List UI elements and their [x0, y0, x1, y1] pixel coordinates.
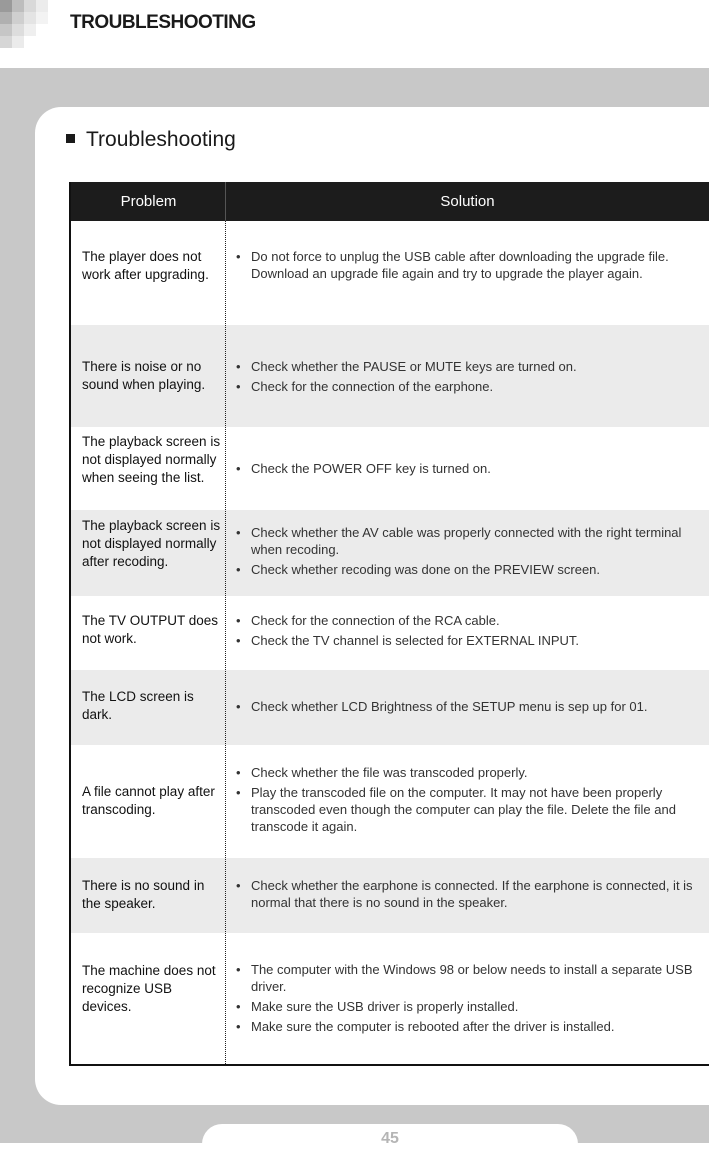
- solution-item: • Make sure the USB driver is properly installed.: [234, 998, 694, 1015]
- solution-item: • The computer with the Windows 98 or below needs to install a separate USB driver.: [234, 961, 694, 995]
- problem-cell: The machine does not recognize USB devices.: [82, 963, 216, 1014]
- solution-cell: [234, 877, 694, 914]
- header-title: TROUBLESHOOTING: [70, 12, 256, 33]
- solution-cell: [234, 612, 694, 652]
- solution-cell: [234, 460, 694, 480]
- table-header: [71, 182, 709, 221]
- table-row: [71, 325, 709, 427]
- section-title: [66, 128, 236, 152]
- problem-cell: The player does not work after upgrading.: [82, 249, 209, 282]
- troubleshooting-table: [69, 182, 709, 1066]
- table-row: [71, 427, 709, 510]
- problem-cell: A file cannot play after transcoding.: [82, 784, 215, 817]
- solution-item: • Check the POWER OFF key is turned on.: [234, 460, 694, 477]
- solution-cell: [234, 698, 694, 718]
- problem-cell: There is noise or no sound when playing.: [82, 359, 206, 392]
- section-title-text: Troubleshooting: [86, 128, 236, 151]
- square-bullet-icon: [66, 134, 75, 143]
- table-row: [71, 510, 709, 596]
- column-header-solution: Solution: [440, 193, 495, 210]
- solution-item: • Check whether the AV cable was properly connected with the right terminal when recoding.: [234, 524, 694, 558]
- problem-cell: The playback screen is not displayed normally after recoding.: [82, 518, 221, 569]
- solution-item: • Check whether recoding was done on the PREVIEW screen.: [234, 561, 694, 578]
- problem-cell: There is no sound in the speaker.: [82, 878, 205, 911]
- column-header-problem: Problem: [120, 193, 177, 210]
- table-row: [71, 858, 709, 933]
- solution-item: • Check whether the earphone is connected. If the earphone is connected, it is normal that there is no sound in the speaker.: [234, 877, 694, 911]
- solution-item: • Check the TV channel is selected for EXTERNAL INPUT.: [234, 632, 694, 649]
- problem-cell: The playback screen is not displayed normally when seeing the list.: [82, 434, 221, 485]
- solution-item: • Check for the connection of the RCA cable.: [234, 612, 694, 629]
- page-number: 45: [381, 1130, 399, 1147]
- solution-item: • Check whether the PAUSE or MUTE keys are turned on.: [234, 358, 694, 375]
- solution-cell: [234, 961, 694, 1038]
- solution-cell: [234, 248, 694, 285]
- problem-cell: The TV OUTPUT does not work.: [82, 613, 219, 646]
- solution-cell: [234, 358, 694, 398]
- solution-item: • Check whether LCD Brightness of the SETUP menu is sep up for 01.: [234, 698, 694, 715]
- mosaic-logo: [0, 0, 48, 48]
- table-row: [71, 670, 709, 745]
- table-row: [71, 596, 709, 670]
- table-row: [71, 745, 709, 858]
- table-row: [71, 221, 709, 325]
- page-header: [0, 0, 709, 68]
- solution-item: • Check whether the file was transcoded properly.: [234, 764, 694, 781]
- solution-cell: [234, 764, 694, 838]
- footer-pill: [202, 1124, 578, 1164]
- problem-cell: The LCD screen is dark.: [82, 689, 194, 722]
- solution-item: • Play the transcoded file on the computer. It may not have been properly transcoded even though the computer can play the file. Delete the file and transcode it again.: [234, 784, 694, 835]
- table-row: [71, 933, 709, 1064]
- solution-cell: [234, 524, 694, 581]
- solution-item: • Do not force to unplug the USB cable after downloading the upgrade file. Download an upgrade file again and try to upgrade the player again.: [234, 248, 694, 282]
- column-divider: [225, 221, 226, 1064]
- solution-item: • Check for the connection of the earphone.: [234, 378, 694, 395]
- solution-item: • Make sure the computer is rebooted after the driver is installed.: [234, 1018, 694, 1035]
